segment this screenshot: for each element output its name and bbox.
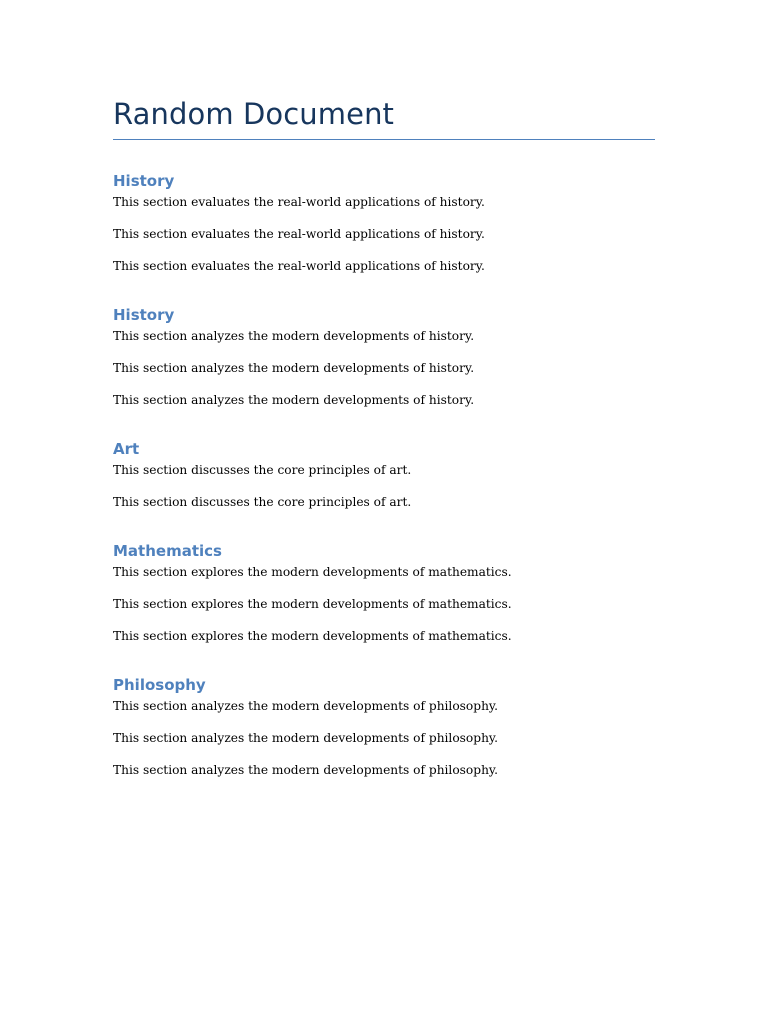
section-history-1: [113, 171, 655, 274]
paragraph: This section analyzes the modern developments of philosophy.: [113, 731, 499, 745]
section-heading: History: [113, 306, 175, 324]
paragraph: This section explores the modern developments of mathematics.: [113, 597, 512, 611]
paragraph: This section analyzes the modern developments of philosophy.: [113, 699, 499, 713]
section-heading: Philosophy: [113, 676, 206, 694]
paragraph: This section explores the modern developments of mathematics.: [113, 565, 512, 579]
paragraph: This section evaluates the real-world applications of history.: [113, 195, 485, 209]
section-heading: Mathematics: [113, 542, 222, 560]
paragraph: This section explores the modern developments of mathematics.: [113, 629, 512, 643]
section-history-2: [113, 305, 655, 408]
paragraph: This section evaluates the real-world applications of history.: [113, 259, 485, 273]
section-mathematics: [113, 541, 655, 644]
paragraph: This section analyzes the modern developments of history.: [113, 393, 475, 407]
paragraph: This section analyzes the modern developments of history.: [113, 329, 475, 343]
title-underline: [113, 139, 655, 140]
paragraph: This section discusses the core principles of art.: [113, 463, 412, 477]
paragraph: This section discusses the core principles of art.: [113, 495, 412, 509]
paragraph: This section analyzes the modern developments of philosophy.: [113, 763, 499, 777]
document-title: Random Document: [113, 97, 395, 131]
section-art: [113, 439, 655, 510]
section-heading: History: [113, 172, 175, 190]
paragraph: This section evaluates the real-world applications of history.: [113, 227, 485, 241]
section-heading: Art: [113, 440, 140, 458]
section-philosophy: [113, 675, 655, 778]
document-page: [113, 94, 655, 778]
paragraph: This section analyzes the modern developments of history.: [113, 361, 475, 375]
